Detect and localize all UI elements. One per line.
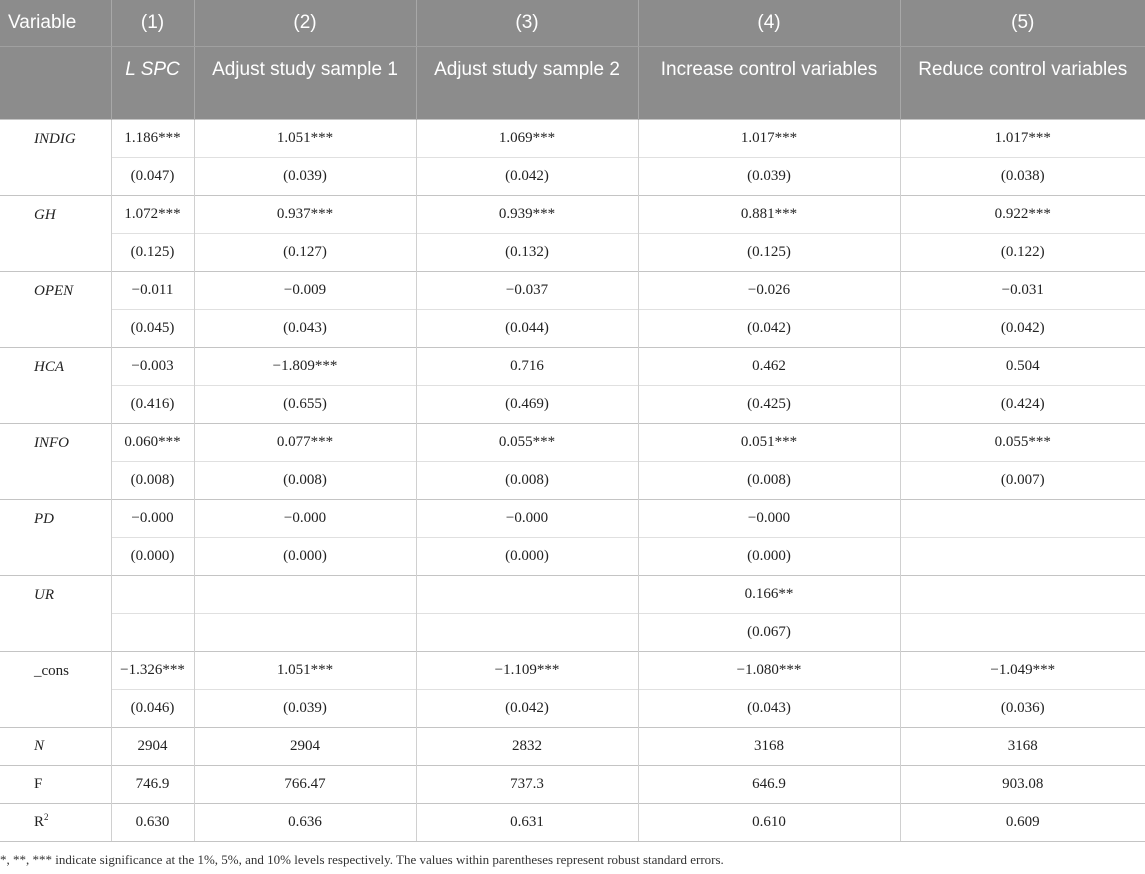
header-col-4-desc: Increase control variables	[638, 46, 900, 119]
se-cell: (0.000)	[638, 537, 900, 575]
table-footnote: *, **, *** indicate significance at the 1%, 5%, and 10% levels respectively. The values within parentheses represent robust standard errors.	[0, 852, 724, 867]
se-cell: (0.042)	[638, 309, 900, 347]
header-col-2-number: (2)	[194, 0, 416, 46]
table-row-stat-f	[0, 765, 1145, 803]
table-row-stat-r	[0, 803, 1145, 841]
coef-cell: 0.060***	[111, 423, 194, 461]
stat-cell: 766.47	[194, 765, 416, 803]
se-cell: (0.044)	[416, 309, 638, 347]
stat-cell: 3168	[900, 727, 1145, 765]
se-cell: (0.042)	[900, 309, 1145, 347]
coef-cell: 1.017***	[900, 119, 1145, 157]
se-cell	[194, 613, 416, 651]
coef-cell: 0.055***	[416, 423, 638, 461]
stat-cell: 0.610	[638, 803, 900, 841]
coef-cell: −0.000	[111, 499, 194, 537]
variable-name: HCA	[0, 347, 111, 423]
table-row-se-open	[0, 309, 1145, 347]
stat-name-text: R	[34, 813, 45, 830]
se-cell: (0.043)	[194, 309, 416, 347]
se-cell: (0.042)	[416, 689, 638, 727]
header-variable: Variable	[0, 0, 111, 46]
coef-cell: 0.462	[638, 347, 900, 385]
se-cell: (0.038)	[900, 157, 1145, 195]
coef-cell: 0.716	[416, 347, 638, 385]
se-cell: (0.039)	[194, 157, 416, 195]
coef-cell: 1.186***	[111, 119, 194, 157]
variable-name: OPEN	[0, 271, 111, 347]
stat-cell: 2904	[194, 727, 416, 765]
table-row-se-cons	[0, 689, 1145, 727]
se-cell: (0.046)	[111, 689, 194, 727]
stat-name	[0, 803, 111, 841]
coef-cell: 0.166**	[638, 575, 900, 613]
stat-cell: 646.9	[638, 765, 900, 803]
header-row-numbers	[0, 0, 1145, 46]
coef-cell	[900, 499, 1145, 537]
table-row-coef-info	[0, 423, 1145, 461]
coef-cell: 0.504	[900, 347, 1145, 385]
header-col-3-number: (3)	[416, 0, 638, 46]
se-cell: (0.000)	[416, 537, 638, 575]
se-cell: (0.067)	[638, 613, 900, 651]
coef-cell: 1.069***	[416, 119, 638, 157]
se-cell: (0.043)	[638, 689, 900, 727]
stat-name-text: N	[34, 737, 45, 754]
coef-cell: 0.051***	[638, 423, 900, 461]
coef-cell: 1.017***	[638, 119, 900, 157]
coef-cell: −1.809***	[194, 347, 416, 385]
se-cell: (0.047)	[111, 157, 194, 195]
se-cell: (0.008)	[416, 461, 638, 499]
coef-cell: 1.072***	[111, 195, 194, 233]
se-cell: (0.127)	[194, 233, 416, 271]
coef-cell: 0.939***	[416, 195, 638, 233]
table-row-coef-open	[0, 271, 1145, 309]
coef-cell: 0.937***	[194, 195, 416, 233]
stat-cell: 0.630	[111, 803, 194, 841]
header-col-4-number: (4)	[638, 0, 900, 46]
variable-name: INDIG	[0, 119, 111, 195]
header-col-3-desc: Adjust study sample 2	[416, 46, 638, 119]
table-row-se-hca	[0, 385, 1145, 423]
coef-cell: −1.080***	[638, 651, 900, 689]
header-col-1-number: (1)	[111, 0, 194, 46]
coef-cell: −0.011	[111, 271, 194, 309]
stat-cell: 3168	[638, 727, 900, 765]
se-cell: (0.007)	[900, 461, 1145, 499]
stat-cell: 0.631	[416, 803, 638, 841]
se-cell: (0.008)	[194, 461, 416, 499]
header-col-5-desc: Reduce control variables	[900, 46, 1145, 119]
se-cell: (0.424)	[900, 385, 1145, 423]
se-cell	[416, 613, 638, 651]
se-cell: (0.045)	[111, 309, 194, 347]
stat-cell: 903.08	[900, 765, 1145, 803]
variable-name: GH	[0, 195, 111, 271]
coef-cell: −0.037	[416, 271, 638, 309]
se-cell: (0.000)	[194, 537, 416, 575]
header-row-descriptions	[0, 46, 1145, 119]
se-cell: (0.039)	[638, 157, 900, 195]
header-col-1-desc: L SPC	[111, 46, 194, 119]
variable-name: _cons	[0, 651, 111, 727]
se-cell: (0.125)	[638, 233, 900, 271]
coef-cell: −0.000	[194, 499, 416, 537]
table-row-se-info	[0, 461, 1145, 499]
stat-name-superscript: 2	[44, 811, 49, 822]
coef-cell	[194, 575, 416, 613]
se-cell: (0.125)	[111, 233, 194, 271]
stat-name-text: F	[34, 775, 43, 792]
table-row-coef-ur	[0, 575, 1145, 613]
se-cell: (0.008)	[638, 461, 900, 499]
coef-cell: −0.000	[638, 499, 900, 537]
header-col-2-desc: Adjust study sample 1	[194, 46, 416, 119]
se-cell: (0.122)	[900, 233, 1145, 271]
variable-name: INFO	[0, 423, 111, 499]
coef-cell: 1.051***	[194, 651, 416, 689]
coef-cell: −0.003	[111, 347, 194, 385]
coef-cell: 1.051***	[194, 119, 416, 157]
se-cell	[900, 537, 1145, 575]
table-row-coef-indig	[0, 119, 1145, 157]
stat-cell: 0.636	[194, 803, 416, 841]
se-cell: (0.036)	[900, 689, 1145, 727]
table-row-stat-n	[0, 727, 1145, 765]
header-col-5-number: (5)	[900, 0, 1145, 46]
se-cell	[900, 613, 1145, 651]
se-cell: (0.042)	[416, 157, 638, 195]
coef-cell: −0.000	[416, 499, 638, 537]
coef-cell: −0.026	[638, 271, 900, 309]
coef-cell: −0.009	[194, 271, 416, 309]
coef-cell	[416, 575, 638, 613]
coef-cell: 0.881***	[638, 195, 900, 233]
coef-cell: −0.031	[900, 271, 1145, 309]
coef-cell: 0.077***	[194, 423, 416, 461]
stat-cell: 2904	[111, 727, 194, 765]
se-cell	[111, 613, 194, 651]
stat-cell: 737.3	[416, 765, 638, 803]
coef-cell: −1.109***	[416, 651, 638, 689]
table-body	[0, 119, 1145, 841]
table-row-coef-cons	[0, 651, 1145, 689]
table-row-coef-hca	[0, 347, 1145, 385]
variable-name: UR	[0, 575, 111, 651]
coef-cell: −1.326***	[111, 651, 194, 689]
coef-cell: 0.055***	[900, 423, 1145, 461]
variable-name: PD	[0, 499, 111, 575]
coef-cell: −1.049***	[900, 651, 1145, 689]
coef-cell: 0.922***	[900, 195, 1145, 233]
stat-cell: 0.609	[900, 803, 1145, 841]
se-cell: (0.416)	[111, 385, 194, 423]
header-blank	[0, 46, 111, 119]
table-header	[0, 0, 1145, 119]
table-row-coef-gh	[0, 195, 1145, 233]
table-row-se-pd	[0, 537, 1145, 575]
table-row-se-gh	[0, 233, 1145, 271]
se-cell: (0.655)	[194, 385, 416, 423]
se-cell: (0.000)	[111, 537, 194, 575]
table-row-se-indig	[0, 157, 1145, 195]
se-cell: (0.425)	[638, 385, 900, 423]
se-cell: (0.469)	[416, 385, 638, 423]
stat-name	[0, 765, 111, 803]
stat-cell: 746.9	[111, 765, 194, 803]
se-cell: (0.132)	[416, 233, 638, 271]
stat-cell: 2832	[416, 727, 638, 765]
table-row-se-ur	[0, 613, 1145, 651]
table-row-coef-pd	[0, 499, 1145, 537]
stat-name	[0, 727, 111, 765]
se-cell: (0.008)	[111, 461, 194, 499]
coef-cell	[900, 575, 1145, 613]
coef-cell	[111, 575, 194, 613]
se-cell: (0.039)	[194, 689, 416, 727]
